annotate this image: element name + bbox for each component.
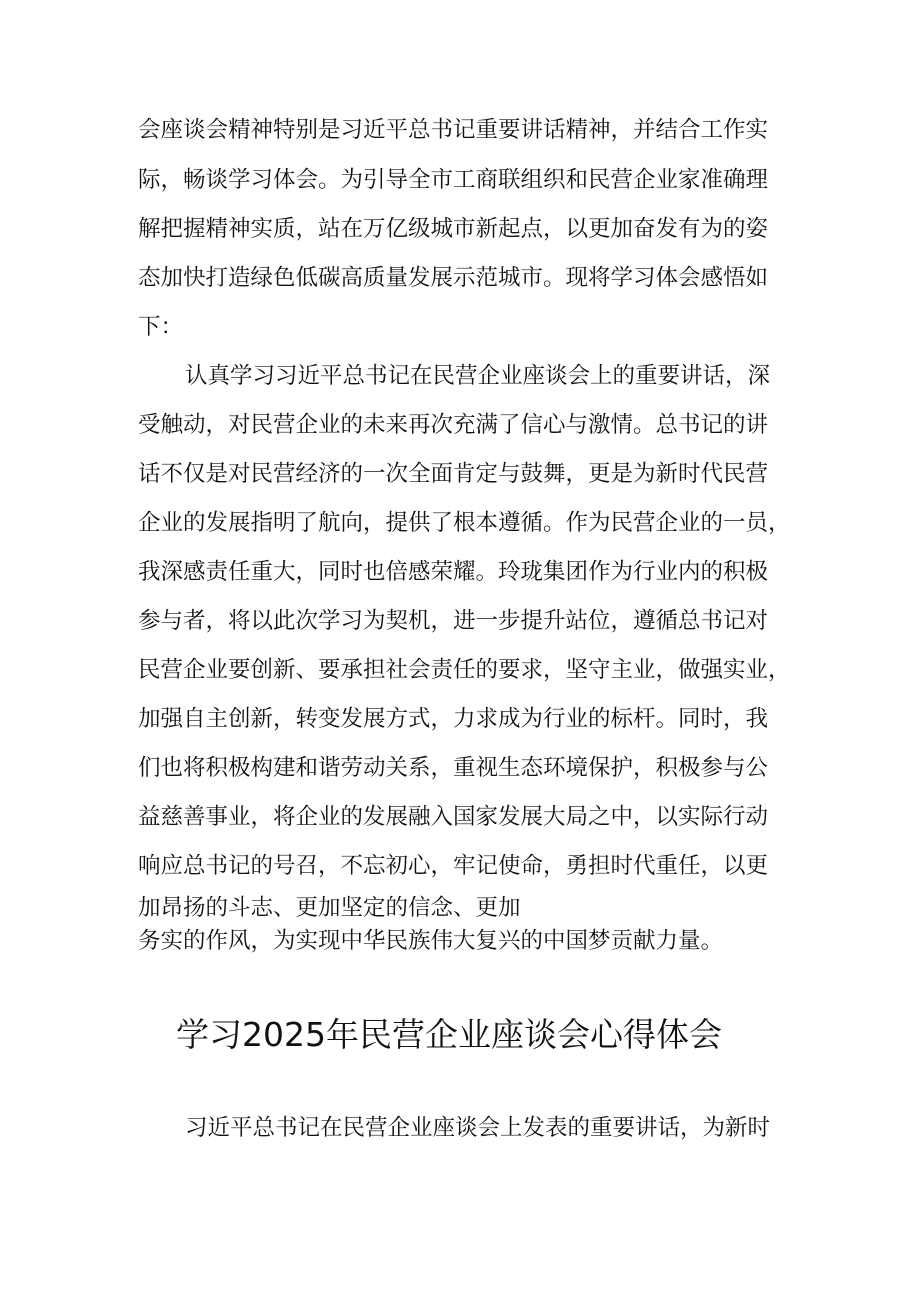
paragraph-2-line-10: 益慈善事业，将企业的发展融入国家发展大局之中，以实际行动	[138, 804, 769, 830]
paragraph-2-line-12: 加昂扬的斗志、更加坚定的信念、更加	[138, 895, 521, 921]
paragraph-2-line-4: 企业的发展指明了航向，提供了根本遵循。作为民营企业的一员，	[138, 510, 791, 536]
paragraph-2-line-8: 加强自主创新，转变发展方式，力求成为行业的标杆。同时，我	[138, 706, 769, 732]
paragraph-1-line-5: 下：	[138, 314, 184, 340]
paragraph-2-line-6: 参与者，将以此次学习为契机，进一步提升站位，遵循总书记对	[138, 608, 769, 634]
paragraph-2-line-3: 话不仅是对民营经济的一次全面肯定与鼓舞，更是为新时代民营	[138, 461, 769, 487]
paragraph-1-line-3: 解把握精神实质，站在万亿级城市新起点，以更加奋发有为的姿	[138, 216, 769, 242]
paragraph-2-line-2: 受触动，对民营企业的未来再次充满了信心与激情。总书记的讲	[138, 412, 769, 438]
paragraph-2-line-9: 们也将积极构建和谐劳动关系，重视生态环境保护，积极参与公	[138, 755, 769, 781]
paragraph-1-line-1: 会座谈会精神特别是习近平总书记重要讲话精神，并结合工作实	[138, 117, 769, 143]
paragraph-2-line-5: 我深感责任重大，同时也倍感荣耀。玲珑集团作为行业内的积极	[138, 559, 769, 585]
paragraph-2-line-13: 务实的作风，为实现中华民族伟大复兴的中国梦贡献力量。	[138, 928, 724, 954]
paragraph-3-line-1: 习近平总书记在民营企业座谈会上发表的重要讲话，为新时	[185, 1115, 771, 1141]
paragraph-2-line-1: 认真学习习近平总书记在民营企业座谈会上的重要讲话，深	[185, 363, 771, 389]
paragraph-1-line-2: 际，畅谈学习体会。为引导全市工商联组织和民营企业家准确理	[138, 167, 769, 193]
section-title: 学习2025年民营企业座谈会心得体会	[176, 1015, 722, 1054]
paragraph-1-line-4: 态加快打造绿色低碳高质量发展示范城市。现将学习体会感悟如	[138, 265, 769, 291]
paragraph-2-line-11: 响应总书记的号召，不忘初心，牢记使命，勇担时代重任，以更	[138, 853, 769, 879]
paragraph-2-line-7: 民营企业要创新、要承担社会责任的要求，坚守主业，做强实业，	[138, 657, 791, 683]
